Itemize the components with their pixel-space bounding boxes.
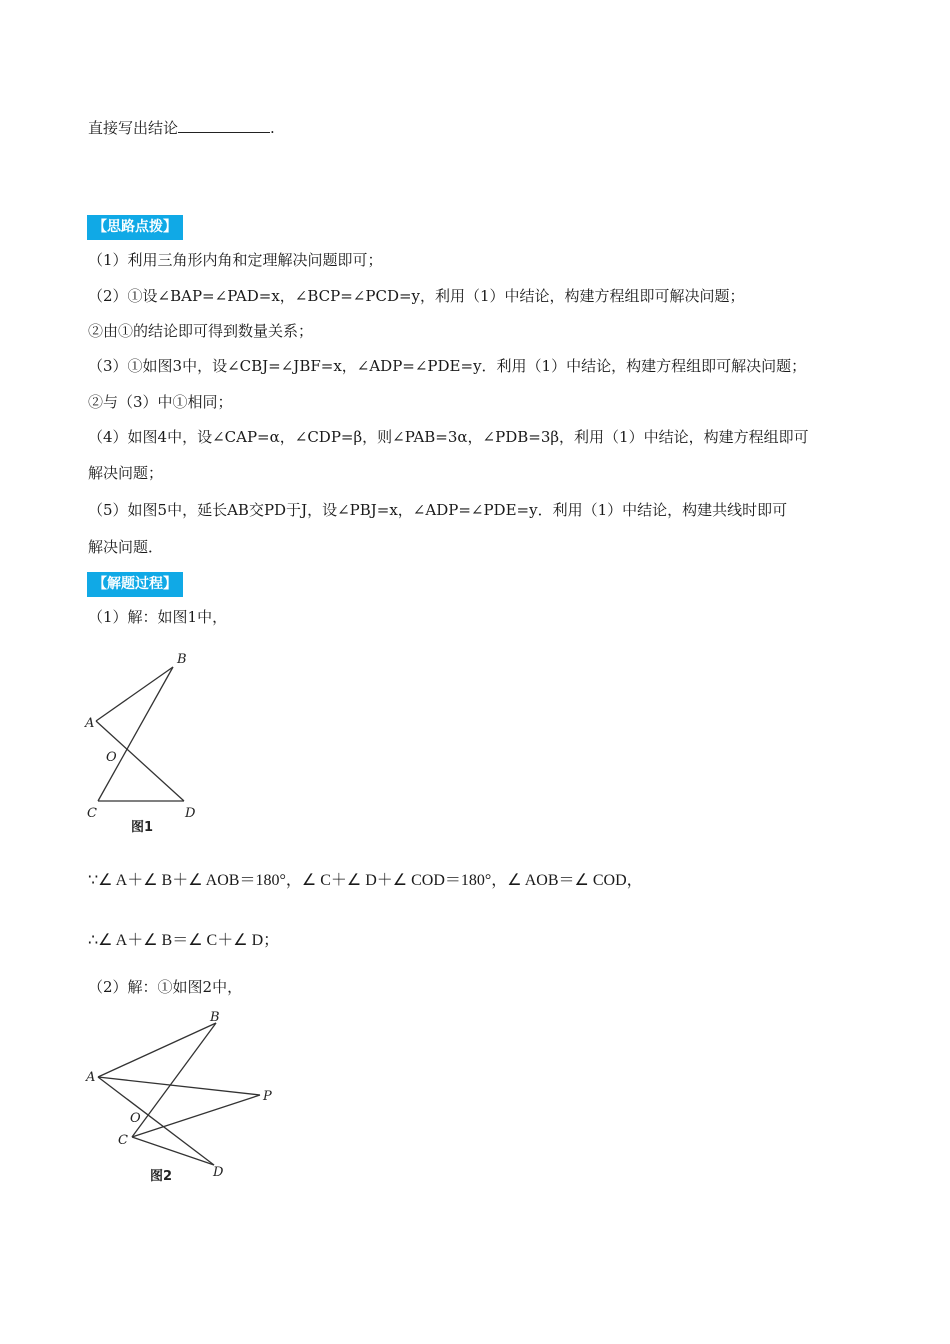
figure-1	[80, 645, 230, 840]
hint-line-4: （3）①如图3中，设∠CBJ=∠JBF=x，∠ADP=∠PDE=y．利用（1）中结论，构建方程组即可解决问题；	[88, 357, 807, 375]
fig2-label-C: C	[118, 1133, 128, 1148]
hint-line-9: 解决问题．	[88, 538, 164, 556]
fig2-segment-CP	[132, 1095, 260, 1137]
fig1-segment-AB	[96, 667, 173, 721]
hint-badge: 【思路点拨】	[87, 215, 183, 240]
fig1-label-D: D	[185, 806, 196, 821]
fig1-caption: 图1	[131, 820, 154, 835]
fig2-label-B: B	[210, 1010, 220, 1025]
fig2-label-A: A	[86, 1070, 96, 1085]
figure-2	[80, 1005, 290, 1190]
fig2-label-P: P	[263, 1089, 272, 1104]
fig2-segment-AP	[98, 1077, 260, 1095]
fig2-segment-CD	[132, 1137, 214, 1165]
fig1-label-O: O	[106, 750, 117, 765]
solution-badge: 【解题过程】	[87, 572, 183, 597]
fig1-label-C: C	[87, 806, 97, 821]
intro-end: .	[270, 119, 275, 137]
fig2-segment-AB	[98, 1023, 216, 1077]
fig1-label-B: B	[177, 652, 187, 667]
hint-line-2: （2）①设∠BAP=∠PAD=x，∠BCP=∠PCD=y，利用（1）中结论，构建方程组即可解决问题；	[88, 287, 745, 305]
fig2-segment-BC	[132, 1023, 216, 1137]
hint-line-1: （1）利用三角形内角和定理解决问题即可；	[88, 251, 383, 269]
answer-blank	[178, 118, 270, 133]
fig2-segment-AD	[98, 1077, 214, 1165]
fig2-label-O: O	[130, 1111, 141, 1126]
part2-intro: （2）解：①如图2中，	[88, 978, 243, 996]
hint-line-3: ②由①的结论即可得到数量关系；	[88, 322, 314, 340]
fig2-caption: 图2	[150, 1169, 173, 1184]
hint-line-7: 解决问题；	[88, 464, 164, 482]
intro-text: 直接写出结论	[88, 119, 179, 137]
hint-line-5: ②与（3）中①相同；	[88, 393, 233, 411]
equation-therefore: ∴∠ A＋∠ B＝∠ C＋∠ D；	[88, 932, 280, 949]
equation-because: ∵∠ A＋∠ B＋∠ AOB＝180°，∠ C＋∠ D＋∠ COD＝180°，∠ AOB＝∠ COD，	[88, 872, 643, 889]
intro-line	[88, 118, 275, 138]
fig1-label-A: A	[85, 716, 95, 731]
hint-line-6: （4）如图4中，设∠CAP=α，∠CDP=β，则∠PAB=3α，∠PDB=3β，利用（1）中结论，构建方程组即可	[88, 428, 809, 446]
part1-intro: （1）解：如图1中，	[88, 608, 228, 626]
fig2-label-D: D	[213, 1165, 224, 1180]
hint-line-8: （5）如图5中，延长AB交PD于J，设∠PBJ=x，∠ADP=∠PDE=y．利用（1）中结论，构建共线时即可	[88, 501, 788, 519]
